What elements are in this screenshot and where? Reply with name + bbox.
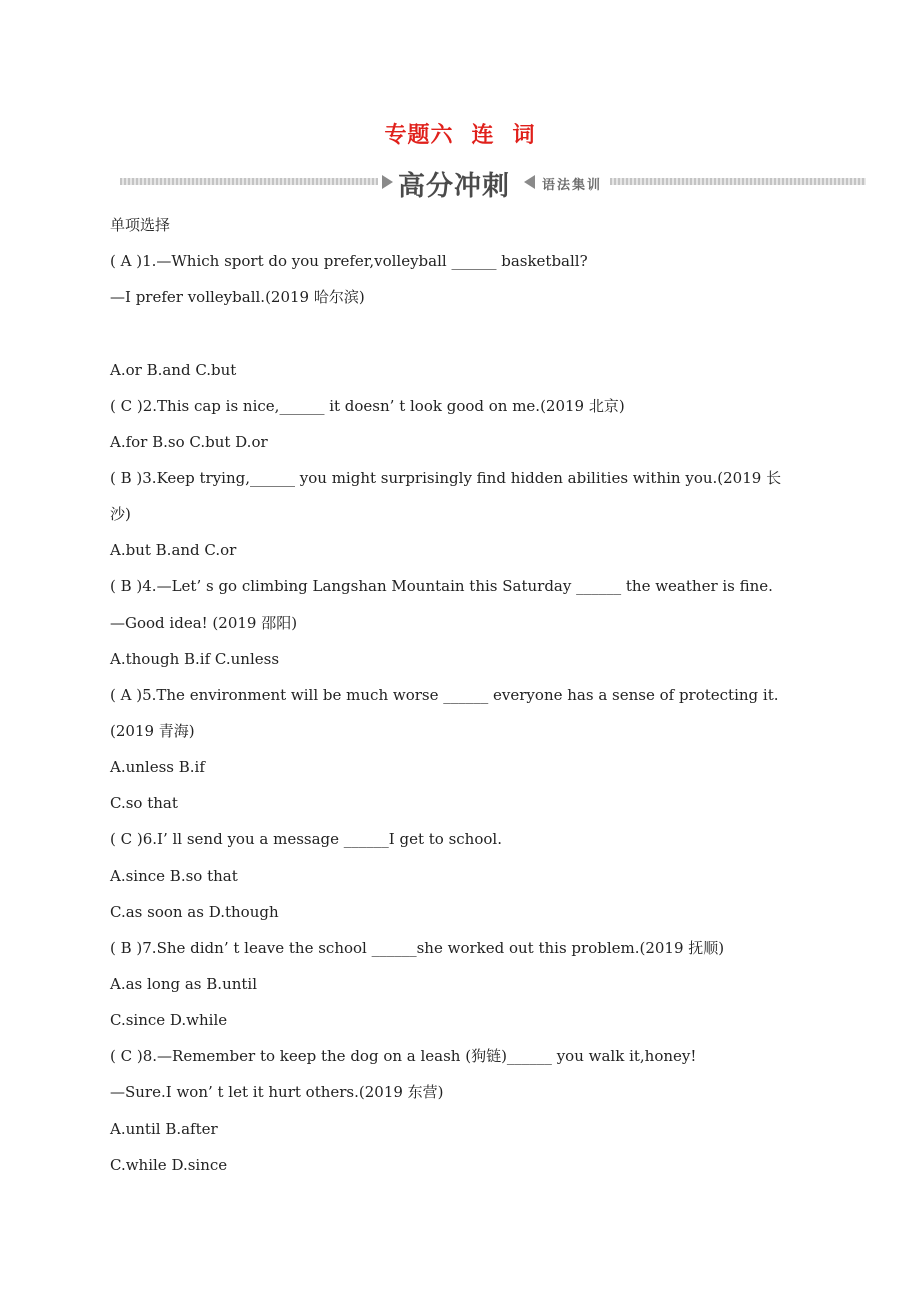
- question-list: [110, 214, 830, 1190]
- text-line: —Good idea! (2019 邵阳): [110, 613, 298, 632]
- text-line: A.or B.and C.but: [110, 360, 237, 379]
- text-line: C.so that: [110, 794, 178, 813]
- text-line: ( B )4.—Let’ s go climbing Langshan Mountain this Saturday ______ the weather is fine.: [110, 577, 773, 596]
- text-line: C.since D.while: [110, 1011, 228, 1030]
- section-label: 单项选择: [110, 216, 171, 234]
- text-line: —I prefer volleyball.(2019 哈尔滨): [110, 288, 365, 307]
- text-line: ( C )8.—Remember to keep the dog on a leash (狗链)______ you walk it,honey!: [110, 1047, 697, 1066]
- text-line: ( A )1.—Which sport do you prefer,volleyball ______ basketball?: [110, 252, 588, 271]
- text-line: A.for B.so C.but D.or: [110, 432, 268, 451]
- text-line: A.as long as B.until: [110, 974, 258, 993]
- text-line: ( C )2.This cap is nice,______ it doesn’ t look good on me.(2019 北京): [110, 396, 625, 415]
- text-line: ( C )6.I’ ll send you a message ______I get to school.: [110, 830, 502, 849]
- text-line: A.but B.and C.or: [110, 541, 237, 560]
- text-line: C.while D.since: [110, 1155, 228, 1174]
- banner-rule-right: [610, 178, 866, 185]
- text-line: ( B )3.Keep trying,______ you might surprisingly find hidden abilities within you.(2019 长: [110, 468, 782, 487]
- banner-subtitle: 语法集训: [542, 178, 603, 193]
- text-line: A.until B.after: [110, 1119, 218, 1138]
- text-line: A.since B.so that: [110, 866, 238, 885]
- title-word-2: 词: [512, 123, 536, 148]
- banner-rule-left: [120, 178, 378, 185]
- title-word-1: 连: [471, 123, 495, 148]
- text-line: —Sure.I won’ t let it hurt others.(2019 东营): [110, 1083, 444, 1102]
- text-line: [110, 322, 830, 358]
- page-title: [0, 118, 920, 149]
- text-line: ( B )7.She didn’ t leave the school ______she worked out this problem.(2019 抚顺): [110, 938, 725, 957]
- banner-title: 高分冲刺: [398, 171, 510, 202]
- text-line: 沙): [110, 505, 131, 524]
- triangle-right-icon: [382, 175, 393, 189]
- text-line: ( A )5.The environment will be much worse ______ everyone has a sense of protecting it.: [110, 685, 779, 704]
- section-banner: [120, 166, 866, 202]
- text-line: (2019 青海): [110, 721, 195, 740]
- text-line: C.as soon as D.though: [110, 902, 279, 921]
- text-line: A.though B.if C.unless: [110, 649, 280, 668]
- triangle-left-icon: [524, 175, 535, 189]
- title-main: 专题六: [384, 123, 454, 148]
- text-line: A.unless B.if: [110, 758, 205, 777]
